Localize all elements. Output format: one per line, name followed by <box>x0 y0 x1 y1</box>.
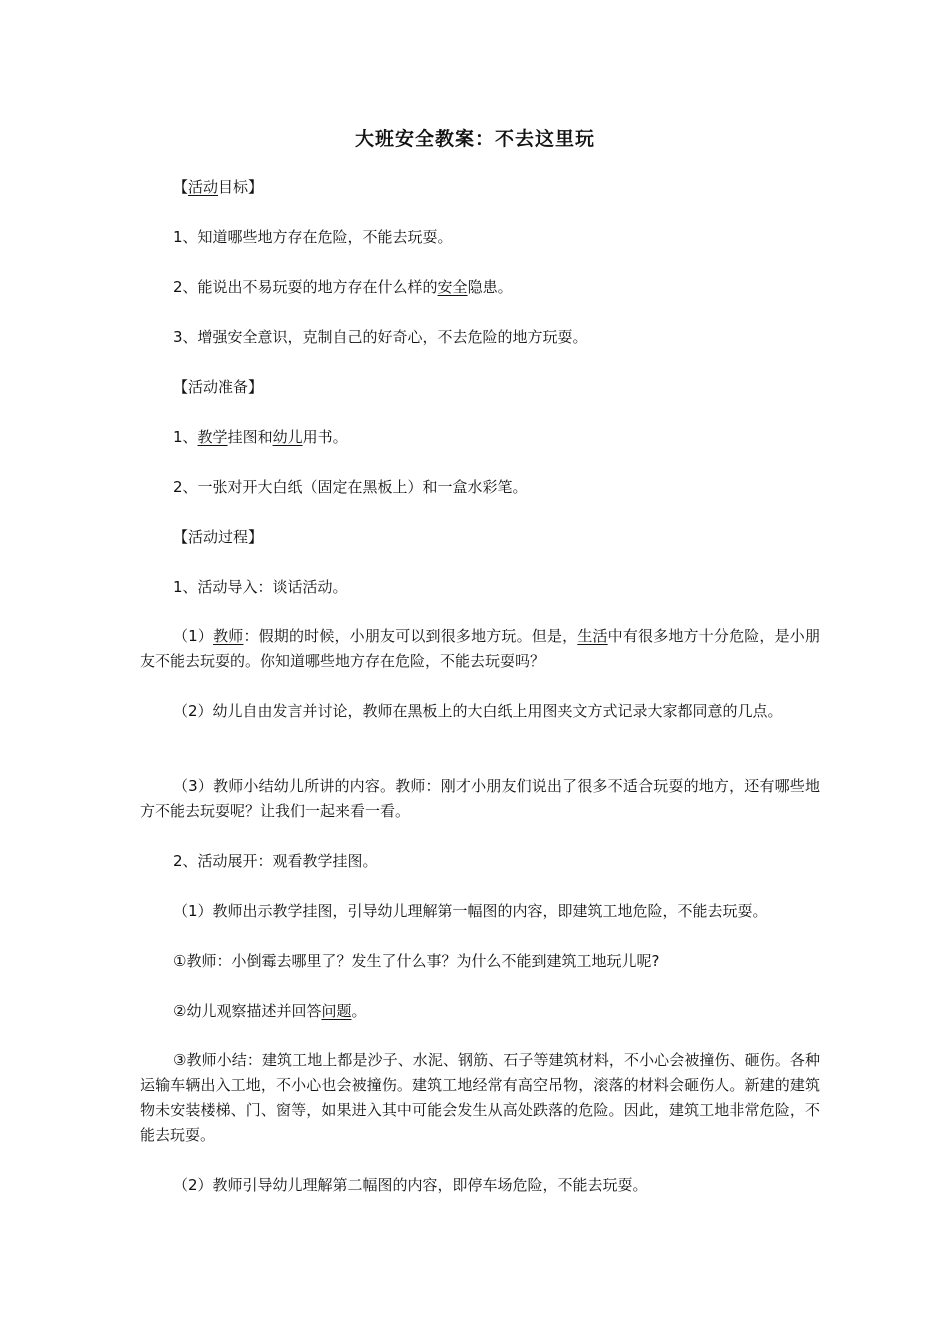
link-life[interactable]: 生活 <box>577 627 608 645</box>
goal-1: 1、知道哪些地方存在危险，不能去玩耍。 <box>173 228 453 246</box>
link-question[interactable]: 问题 <box>321 1002 352 1020</box>
step-2: 2、活动展开：观看教学挂图。 <box>173 852 378 870</box>
heading-rest: 目标】 <box>218 178 264 196</box>
goal-2-text: 2、能说出不易玩耍的地方存在什么样的 <box>173 278 438 296</box>
link-safety[interactable]: 安全 <box>437 278 468 296</box>
goal-2-end: 隐患。 <box>467 278 513 296</box>
step-1-part-3: （3）教师小结幼儿所讲的内容。教师：刚才小朋友们说出了很多不适合玩耍的地方，还有哪些地方不能去玩耍呢？让我们一起来看一看。 <box>140 777 820 820</box>
s1a-end: 中有很多地方十分危险，是小朋友不能去玩耍的。你知道哪些地方存在危险，不能去玩耍吗？ <box>140 627 820 670</box>
prep-1-end: 用书。 <box>302 428 348 446</box>
step-2-part-1: （1）教师出示教学挂图，引导幼儿理解第一幅图的内容，即建筑工地危险，不能去玩耍。 <box>173 902 768 920</box>
step-1-part-2: （2）幼儿自由发言并讨论，教师在黑板上的大白纸上用图夹文方式记录大家都同意的几点。 <box>173 702 783 720</box>
link-teaching[interactable]: 教学 <box>197 428 228 446</box>
link-activity[interactable]: 活动 <box>188 178 219 196</box>
prep-1-num: 1、 <box>173 428 198 446</box>
observe-text: ②幼儿观察描述并回答 <box>173 1002 322 1020</box>
s1a-num: （1） <box>173 627 214 645</box>
page-title: 大班安全教案：不去这里玩 <box>354 128 595 150</box>
step-2-part-2: （2）教师引导幼儿理解第二幅图的内容，即停车场危险，不能去玩耍。 <box>173 1176 648 1194</box>
step-1: 1、活动导入：谈话活动。 <box>173 578 348 596</box>
process-heading: 【活动过程】 <box>173 528 264 546</box>
prep-heading: 【活动准备】 <box>173 378 264 396</box>
link-teacher[interactable]: 教师 <box>213 627 244 645</box>
goal-2 <box>140 275 853 300</box>
prep-1-mid: 挂图和 <box>227 428 273 446</box>
prep-1 <box>140 425 853 450</box>
bracket-open: 【 <box>173 178 189 196</box>
s1a-mid: ：假期的时候，小朋友可以到很多地方玩。但是， <box>243 627 578 645</box>
link-children[interactable]: 幼儿 <box>272 428 303 446</box>
goal-3: 3、增强安全意识，克制自己的好奇心，不去危险的地方玩耍。 <box>173 328 588 346</box>
goals-heading <box>140 175 853 200</box>
step-1-part-1 <box>140 624 820 674</box>
prep-2: 2、一张对开大白纸（固定在黑板上）和一盒水彩笔。 <box>173 478 528 496</box>
step-2-observe <box>140 999 853 1024</box>
observe-end: 。 <box>351 1002 367 1020</box>
step-2-summary: ③教师小结：建筑工地上都是沙子、水泥、钢筋、石子等建筑材料，不小心会被撞伤、砸伤。各种运输车辆出入工地，不小心也会被撞伤。建筑工地经常有高空吊物，滚落的材料会砸伤人。新建的建筑物未安装楼梯、门、窗等，如果进入其中可能会发生从高处跌落的危险。因此，建筑工地非常危险，不能去玩耍。 <box>140 1051 820 1144</box>
step-2-question: ①教师：小倒霉去哪里了？发生了什么事？为什么不能到建筑工地玩儿呢? <box>173 952 660 970</box>
